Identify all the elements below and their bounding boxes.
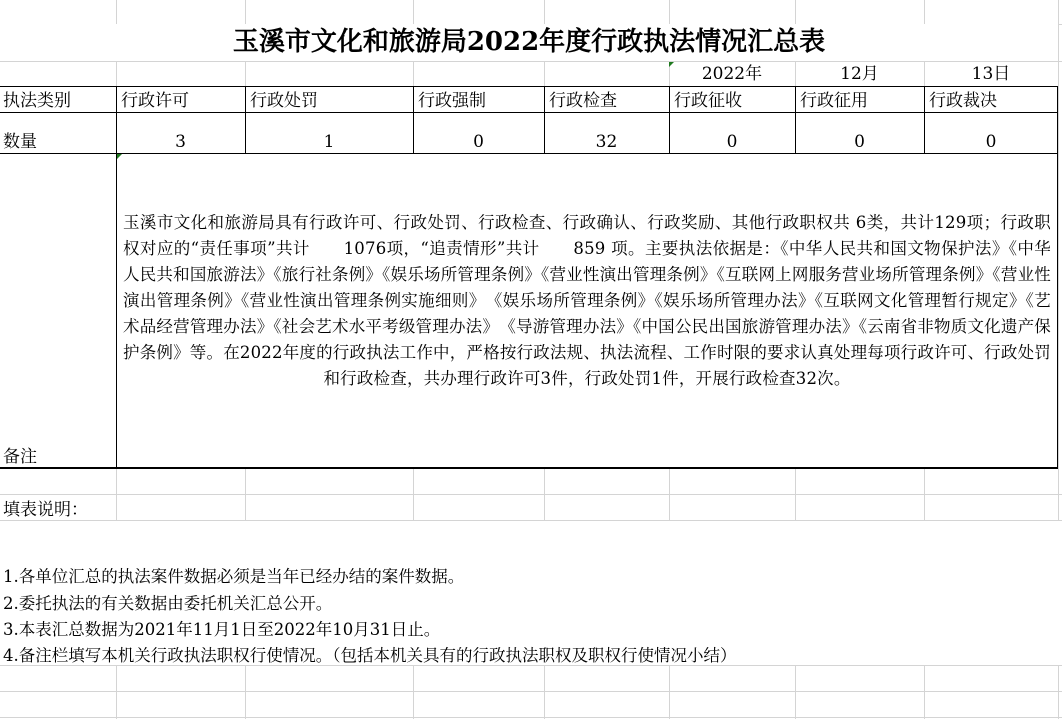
count-value: 0 xyxy=(985,132,997,152)
category-header: 行政许可 xyxy=(121,91,189,111)
page-title: 玉溪市文化和旅游局2022年度行政执法情况汇总表 xyxy=(0,24,1058,61)
category-header: 行政处罚 xyxy=(250,91,318,111)
count-value: 0 xyxy=(854,132,865,152)
count-value: 0 xyxy=(726,132,738,152)
category-header: 行政征收 xyxy=(674,91,742,111)
count-value: 1 xyxy=(323,132,335,152)
category-header: 行政裁决 xyxy=(929,91,997,111)
count-value: 3 xyxy=(175,132,186,152)
date-day: 13日 xyxy=(971,64,1011,84)
instruction-item: 4.备注栏填写本机关行政执法职权行使情况。（包括本机关具有的行政执法职权及职权行使情况小结） xyxy=(3,646,737,665)
row-header-category: 执法类别 xyxy=(3,91,71,111)
instructions-block xyxy=(0,521,1062,665)
remarks-label: 备注 xyxy=(3,447,37,467)
remarks-text: 玉溪市文化和旅游局具有行政许可、行政处罚、行政检查、行政确认、行政奖励、其他行政职权共 6类，共计129项；行政职权对应的“责任事项”共计 1076项，“追责情形”共计 859 项。主要执法依据是：《中华人民共和国文物保护法》《中华人民共和国旅游法》《旅行社条例》《娱乐场所管理条例》《营业性演出管理条例》《互联网上网服务营业场所管理条例》《营业性演出管理条例》《营业性演出管理条例实施细则》 《娱乐场所管理条例》《娱乐场所管理办法》《互联网文化管理暂行规定》《艺术品经营管理办法》《社会艺术水平考级管理办法》 《导游管理办法》《中国公民出国旅游管理办法》《云南省非物质文化遗产保护条例》等。在2022年度的行政执法工作中，严格按行政法规、执法流程、工作时限的要求认真处理每项行政许可、行政处罚和行政检查，共办理行政许可3件，行政处罚1件，开展行政检查32次。 xyxy=(123,213,1051,388)
instruction-item: 3.本表汇总数据为2021年11月1日至2022年10月31日止。 xyxy=(3,620,441,639)
date-year: 2022年 xyxy=(701,64,763,84)
instruction-item: 2.委托执法的有关数据由委托机关汇总公开。 xyxy=(3,594,333,613)
cell-comment-marker xyxy=(117,154,122,159)
date-month: 12月 xyxy=(840,64,879,84)
count-value: 32 xyxy=(595,132,618,152)
row-header-count: 数量 xyxy=(3,132,37,152)
count-value: 0 xyxy=(473,132,484,152)
remarks-cell xyxy=(117,154,1057,467)
category-header: 行政强制 xyxy=(418,91,486,111)
instructions-heading: 填表说明： xyxy=(3,500,88,520)
category-header: 行政征用 xyxy=(800,91,868,111)
instruction-item: 1.各单位汇总的执法案件数据必须是当年已经办结的案件数据。 xyxy=(3,567,465,586)
category-header: 行政检查 xyxy=(549,91,617,111)
